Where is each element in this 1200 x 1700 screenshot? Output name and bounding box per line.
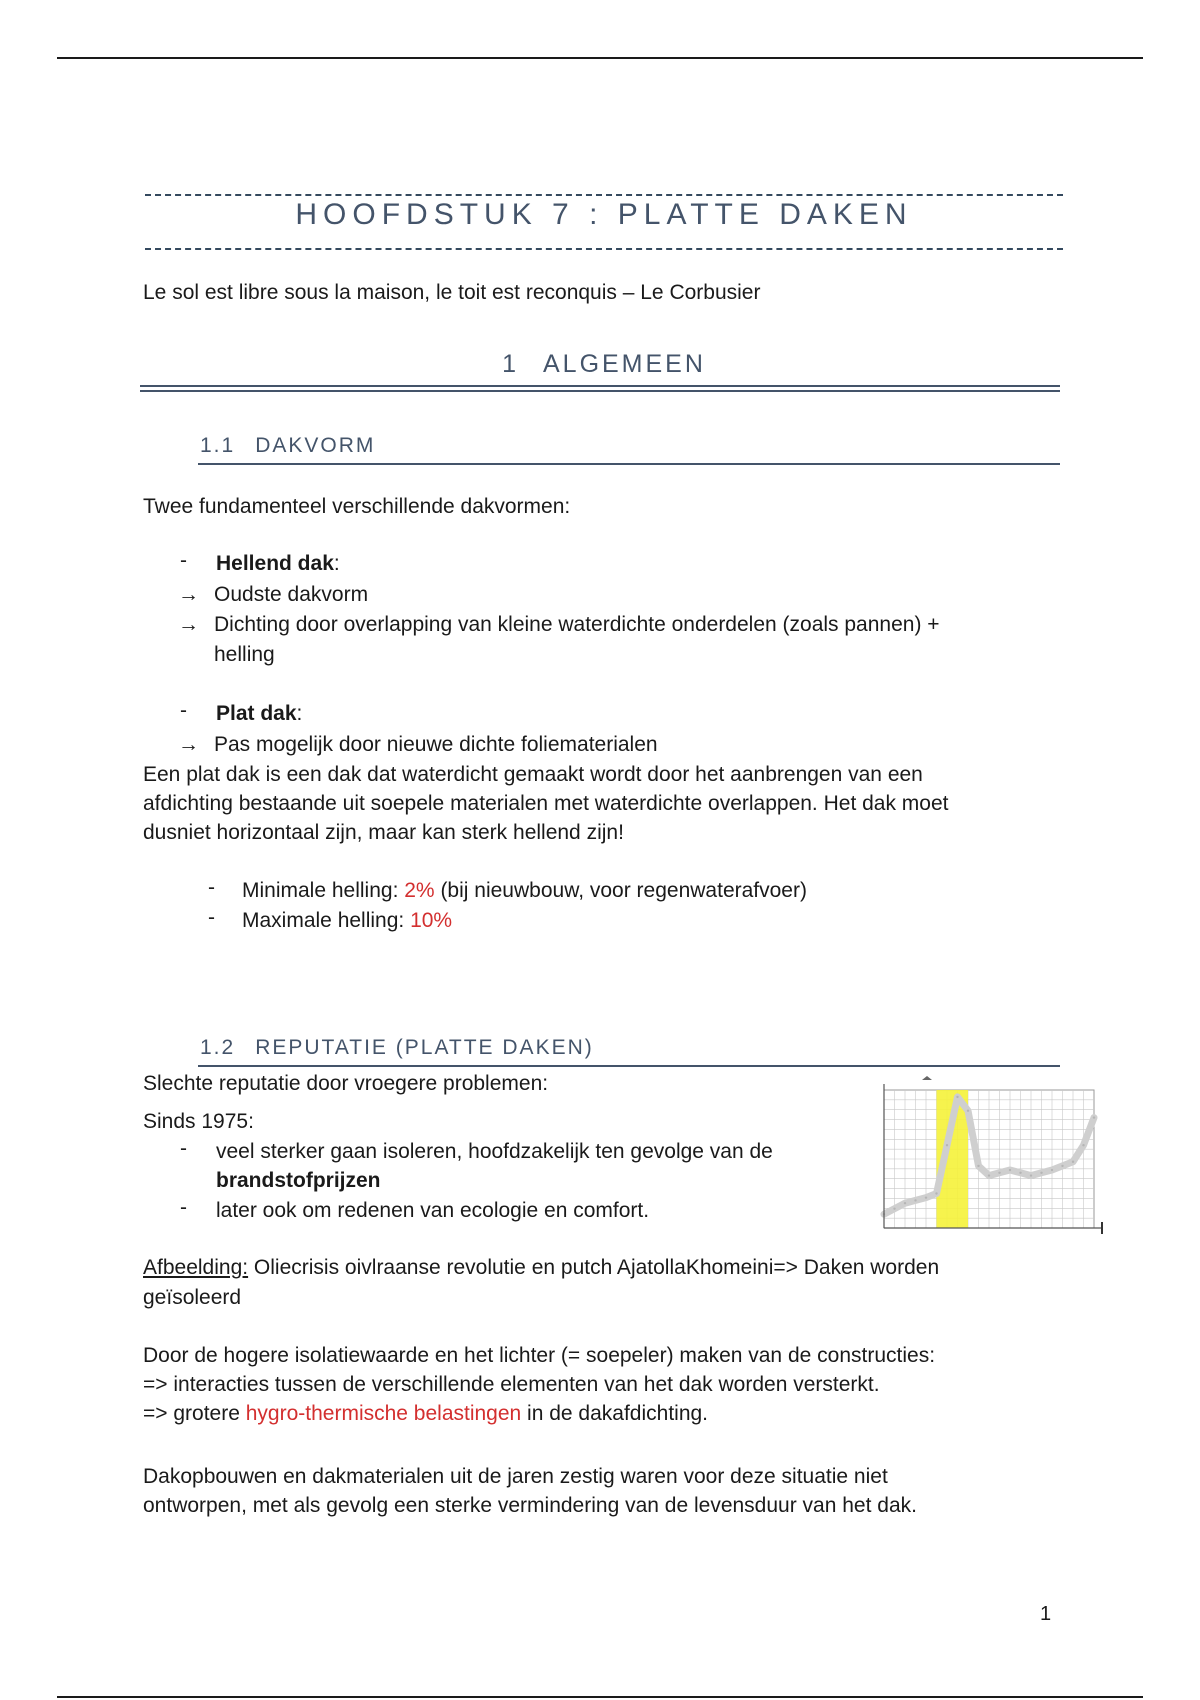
subsection-title: REPUTATIE (PLATTE DAKEN) [255, 1036, 594, 1059]
section-title: ALGEMEEN [542, 350, 706, 378]
page-number: 1 [1040, 1603, 1052, 1625]
epigraph-quote: Le sol est libre sous la maison, le toit est reconquis – Le Corbusier [143, 281, 761, 304]
chart-point [967, 1110, 969, 1112]
subsection-heading-reputatie [200, 1036, 594, 1060]
slope-min [242, 876, 807, 906]
plat-definition-line: afdichting bestaande uit soepele materialen met waterdichte overlappen. Het dak moet [143, 792, 949, 815]
chart-title-icon [922, 1076, 932, 1080]
subsection-rule [198, 463, 1060, 465]
chart-point [914, 1199, 916, 1201]
chart-point [1009, 1169, 1011, 1171]
figure-caption-label: Afbeelding: [143, 1256, 249, 1279]
chapter-title: HOOFDSTUK 7 : PLATTE DAKEN [295, 198, 913, 231]
chart-point [988, 1174, 990, 1176]
figure-caption-continued: geïsoleerd [143, 1286, 242, 1309]
list-dash: - [208, 876, 215, 899]
subsection-heading-dakvorm [200, 434, 375, 458]
chart-point [1051, 1169, 1053, 1171]
reputation-bullet-bold [216, 1166, 381, 1196]
chart-point [1072, 1161, 1074, 1163]
insulation-line: => interacties tussen de verschillende elementen van het dak worden versterkt. [143, 1373, 880, 1396]
section-number: 1 [502, 350, 519, 378]
subsection-title: DAKVORM [255, 434, 376, 457]
title-dashed-rule-top [145, 194, 1063, 196]
reputation-bullet: veel sterker gaan isoleren, hoofdzakelijk ten gevolge van de [216, 1140, 773, 1163]
page-bottom-rule [57, 1696, 1143, 1698]
arrow-item: Pas mogelijk door nieuwe dichte foliematerialen [214, 733, 658, 756]
slope-max-label: Maximale helling: [242, 909, 411, 932]
arrow-icon: → [178, 583, 199, 606]
closing-line: ontworpen, met als gevolg een sterke vermindering van de levensduur van het dak. [143, 1494, 917, 1517]
section-heading-algemeen [145, 350, 1063, 379]
list-dash: - [208, 906, 215, 929]
chart-point [925, 1196, 927, 1198]
insulation-line [143, 1399, 708, 1429]
arrow-item: Dichting door overlapping van kleine waterdichte onderdelen (zoals pannen) + [214, 613, 940, 636]
term-plat: Plat dak [216, 702, 297, 725]
subsection-number: 1.2 [200, 1036, 236, 1059]
chart-point [893, 1207, 895, 1209]
reputation-line: Sinds 1975: [143, 1110, 254, 1133]
chart-point [1030, 1174, 1032, 1176]
arrow-icon: → [178, 613, 199, 636]
chart-point [1093, 1116, 1095, 1118]
chart-point [1040, 1172, 1042, 1174]
figure-caption [143, 1253, 939, 1283]
closing-line: Dakopbouwen en dakmaterialen uit de jaren zestig waren voor deze situatie niet [143, 1465, 888, 1488]
oil-crisis-chart [852, 1072, 1104, 1244]
slope-max [242, 906, 452, 936]
term-suffix: : [333, 552, 340, 575]
chart-point [1019, 1172, 1021, 1174]
arrow-icon: → [178, 733, 199, 756]
arrow-item: Oudste dakvorm [214, 583, 369, 606]
chart-point [1082, 1144, 1084, 1146]
intro-text: Twee fundamenteel verschillende dakvormen: [143, 495, 571, 518]
slope-min-label: Minimale helling: [242, 879, 405, 902]
slope-min-value: 2% [404, 879, 435, 902]
chart-svg [852, 1072, 1104, 1244]
subsection-number: 1.1 [200, 434, 236, 457]
reputation-bullet: later ook om redenen van ecologie en comfort. [216, 1199, 650, 1222]
insulation-line: Door de hogere isolatiewaarde en het lichter (= soepeler) maken van de constructies: [143, 1344, 936, 1367]
list-dash: - [180, 1137, 187, 1160]
title-dashed-rule-bottom [145, 248, 1063, 250]
chart-point [904, 1202, 906, 1204]
insulation-highlight: hygro-thermische belastingen [245, 1402, 522, 1425]
plat-definition-line: Een plat dak is een dak dat waterdicht gemaakt wordt door het aanbrengen van een [143, 763, 923, 786]
term-hellend: Hellend dak [216, 552, 334, 575]
list-dash: - [180, 549, 187, 572]
list-dash: - [180, 699, 187, 722]
list-dash: - [180, 1196, 187, 1219]
insulation-text: => grotere [143, 1402, 246, 1425]
chart-point [977, 1165, 979, 1167]
chart-point [946, 1144, 948, 1146]
chart-point [998, 1172, 1000, 1174]
subsection-rule [198, 1065, 1060, 1067]
list-item-plat [216, 699, 302, 729]
insulation-text: in de dakafdichting. [521, 1402, 709, 1425]
term-brandstofprijzen: brandstofprijzen [216, 1169, 381, 1192]
figure-caption-text: Oliecrisis oivlraanse revolutie en putch AjatollaKhomeini=> Daken worden [248, 1256, 940, 1279]
term-suffix: : [296, 702, 303, 725]
slope-max-value: 10% [410, 909, 453, 932]
chart-point [935, 1192, 937, 1194]
page-top-rule [57, 57, 1143, 59]
section-heading-rule [140, 385, 1060, 392]
reputation-line: Slechte reputatie door vroegere problemen: [143, 1072, 549, 1095]
slope-min-note: (bij nieuwbouw, voor regenwaterafvoer) [434, 879, 807, 902]
list-item-hellend [216, 549, 340, 579]
plat-definition-line: dusniet horizontaal zijn, maar kan sterk hellend zijn! [143, 821, 624, 844]
arrow-item-continued: helling [214, 643, 275, 666]
chart-point [956, 1096, 958, 1098]
chart-point [1061, 1165, 1063, 1167]
